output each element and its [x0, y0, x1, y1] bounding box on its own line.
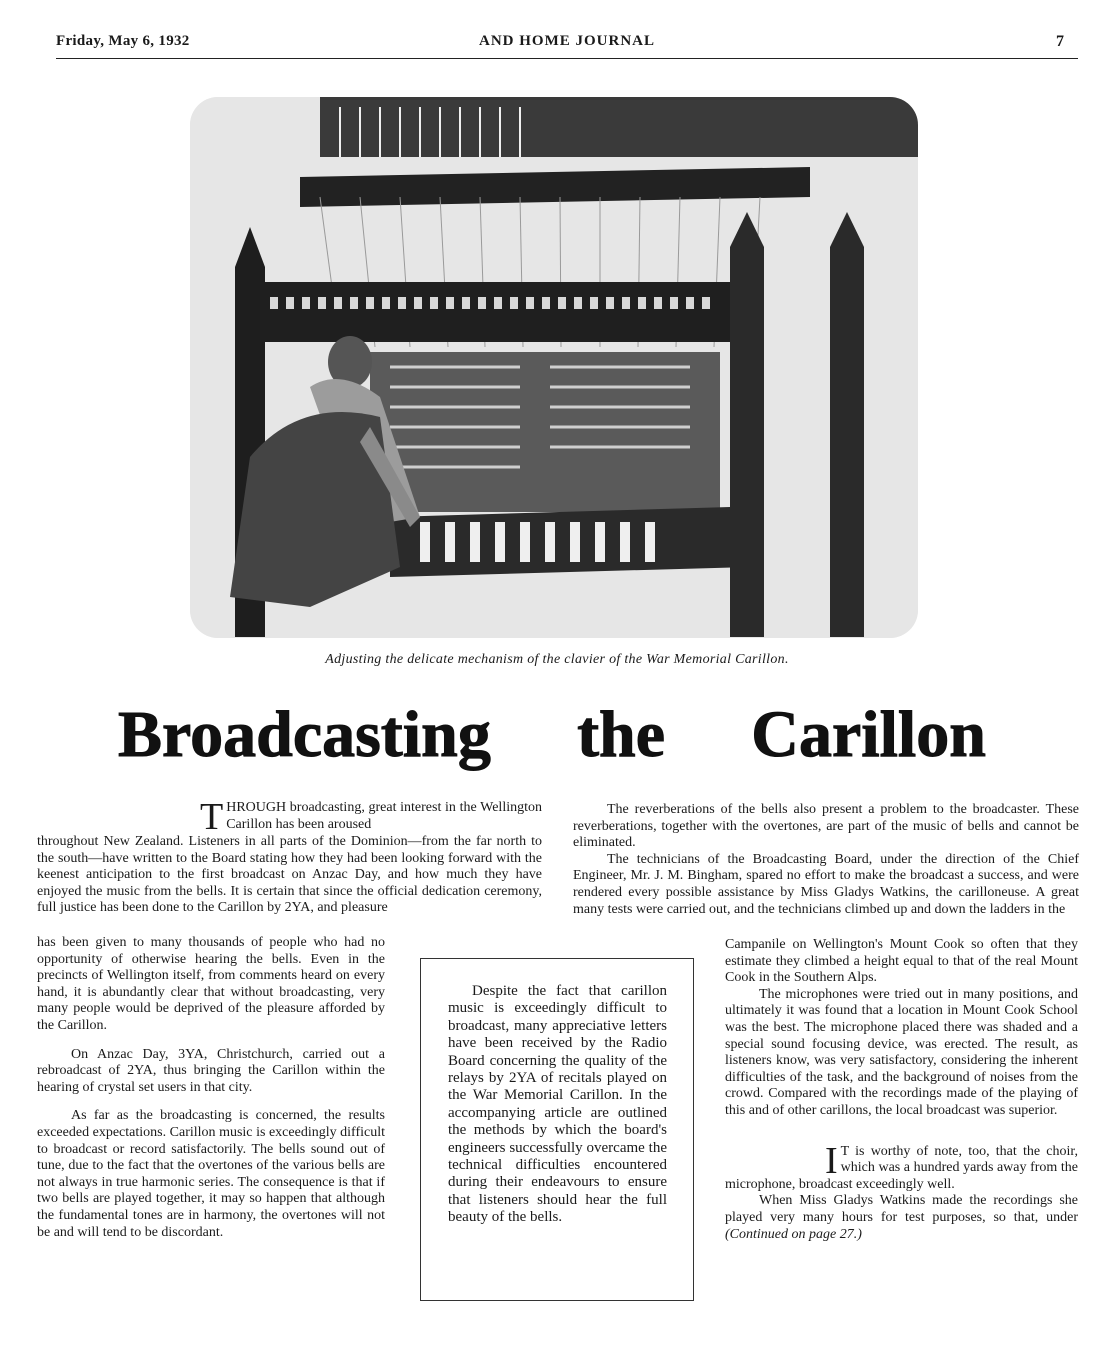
article-column-left [37, 935, 385, 1253]
headline-word: the [577, 698, 666, 771]
drop-cap: I [825, 1139, 838, 1182]
pullquote-text: Despite the fact that carillon music is exceedingly difficult to broadcast, many appreciative letters have been received by the Radio Board concerning the quality of the relays by 2YA of recitals played on the War Memorial Carillon. In the accompanying article are outlined the methods by which the board's engineers successfully overcame the technical difficulties encountered during their endeavours to ensure that listeners should hear the full beauty of the bells. [448, 983, 667, 1226]
photo-caption: Adjusting the delicate mechanism of the clavier of the War Memorial Carillon. [325, 652, 789, 667]
article-column-right [725, 937, 1078, 1243]
headline-word: Broadcasting [118, 698, 491, 771]
issue-date: Friday, May 6, 1932 [56, 33, 190, 49]
page-number: 7 [1056, 33, 1064, 50]
pullquote-box [420, 958, 694, 1301]
drop-cap: T [200, 796, 224, 838]
article-paragraph: Campanile on Wellington's Mount Cook so often that they estimate they climbed a height equal to that of the real Mount Cook in the Southern Alps. [725, 937, 1078, 986]
continued-note: (Continued on page 27.) [725, 1226, 862, 1242]
article-column-right-wide [573, 802, 1079, 918]
article-paragraph: throughout New Zealand. Listeners in all parts of the Dominion—from the far north to the south—have written to the Board stating how they had been looking forward with the keenest anticipation to the first broadcast on Anzac Day, and how much they have enjoyed the music from the bells. It is certain that since the official dedication ceremony, full justice has been done to the Carillon by 2YA, and pleasure [37, 834, 542, 916]
carillon-photograph-illustration [190, 97, 918, 638]
publication-name: AND HOME JOURNAL [479, 33, 655, 49]
article-paragraph: The reverberations of the bells also present a problem to the broadcaster. These reverberations, together with the overtones, are part of the music of bells and cannot be eliminated. [573, 802, 1079, 851]
article-column-left-wide [37, 834, 542, 917]
headline-word: Carillon [751, 698, 986, 771]
article-paragraph: T is worthy of note, too, that the choir, which was a hundred yards away from the microphone, broadcast exceedingly well. [725, 1143, 1078, 1192]
article-paragraph: On Anzac Day, 3YA, Christchurch, carried out a rebroadcast of 2YA, thus bringing the Carillon within the hearing of crystal set users in that city. [37, 1046, 385, 1095]
carillon-photograph [190, 97, 918, 638]
page-header [56, 33, 1078, 59]
article-opening [200, 796, 542, 838]
article-paragraph: As far as the broadcasting is concerned, the results exceeded expectations. Carillon music is exceedingly difficult to broadcast or record satisfactorily. The bells sound out of tune, due to the fact that the overtones of the various bells are not always in true harmonic series. The consequence is that if two bells are played together, it may so happen that although the fundamental tones are in harmony, the overtones will not be and will tend to be discordant. [37, 1108, 385, 1240]
article-paragraph: The microphones were tried out in many positions, and ultimately it was found that a location in Mount Cook School was the best. The microphone placed there was shaded and a special sound focusing device, was erected. The result, as listeners know, was very satisfactory, considering the inherent difficulties of the task, and the background of noises from the crowd. Compared with the recordings made of the playing of this and of other carillons, the local broadcast was superior. [725, 986, 1078, 1118]
article-paragraph: HROUGH broadcasting, great interest in the Wellington Carillon has been aroused [226, 800, 542, 832]
article-paragraph: has been given to many thousands of people who had no opportunity of otherwise hearing the bells. Even in the precincts of Wellington itself, from comments heard on every hand, it is abundantly clear that without broadcasting, very many people would be deprived of the pleasure afforded by the Carillon. [37, 935, 385, 1033]
article-paragraph: The technicians of the Broadcasting Board, under the direction of the Chief Engineer, Mr. J. M. Bingham, spared no effort to make the broadcast a success, and were rendered every possible assistance by Miss Gladys Watkins, the carilloneuse. A great many tests were carried out, and the technicians climbed up and down the ladders in the [573, 851, 1079, 917]
headline [118, 690, 986, 780]
article-paragraph: When Miss Gladys Watkins made the recordings she played very many hours for test purposes, so that, under (Continued on page 27.) [725, 1193, 1078, 1242]
